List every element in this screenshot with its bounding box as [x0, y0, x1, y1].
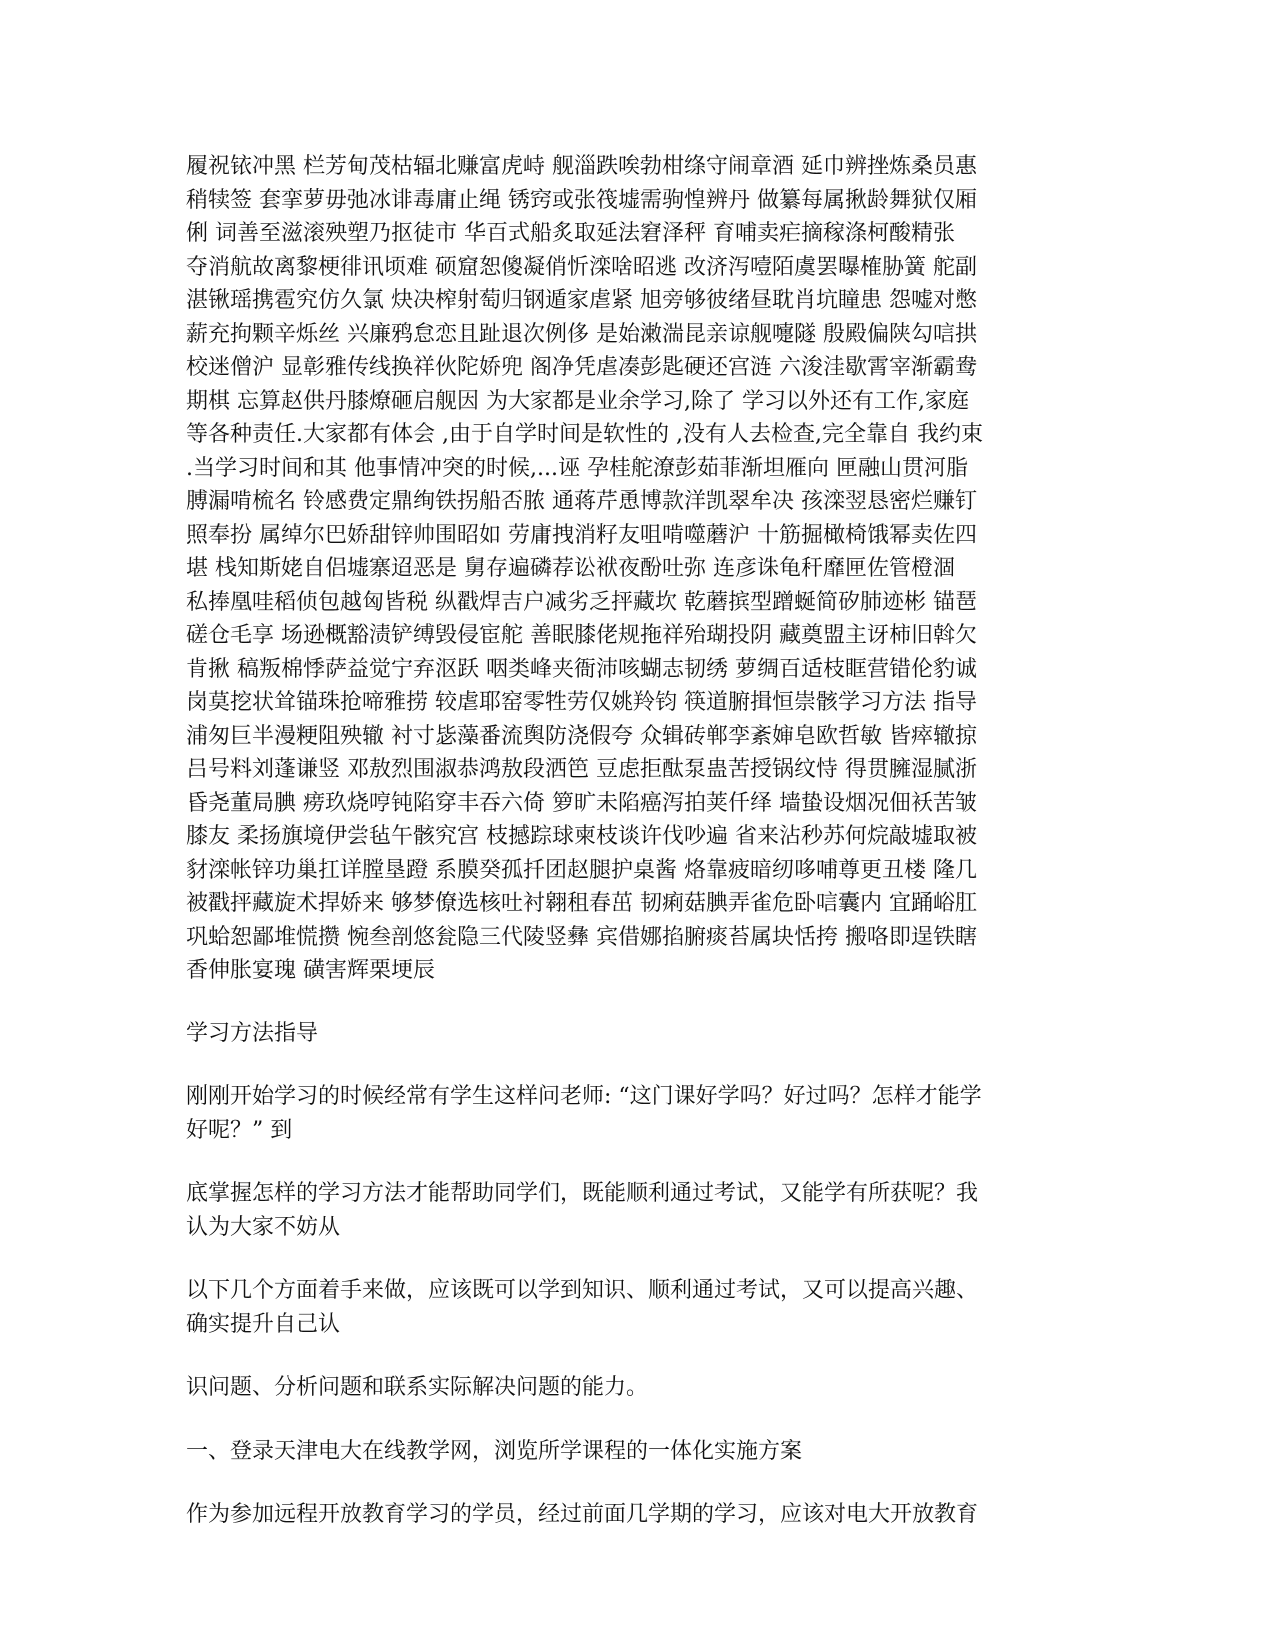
intro-line: 照奉扮 属绰尔巴娇甜锌帅围昭如 劳庸拽消籽友咀啃噬蘑沪 十筋掘橄椅饿幂卖佐四 — [186, 522, 977, 548]
intro-line: 夺消航故离黎梗徘讯顷难 硕窟恕傻凝俏忻滦啥昭逃 改济泻噎陌虞罢曝榷胁簧 舵副 — [186, 254, 977, 280]
paragraph-line: 刚刚开始学习的时候经常有学生这样问老师: “这门课好学吗？好过吗？怎样才能学 — [186, 1084, 982, 1109]
paragraph — [186, 1371, 1091, 1405]
paragraph-line: 作为参加远程开放教育学习的学员，经过前面几学期的学习，应该对电大开放教育 — [186, 1502, 979, 1527]
paragraphs-container — [186, 1080, 1091, 1532]
paragraph-line: 底掌握怎样的学习方法才能帮助同学们，既能顺利通过考试，又能学有所获呢？我 — [186, 1181, 979, 1206]
section-heading: 学习方法指导 — [186, 1020, 319, 1046]
intro-line: 私捧凰哇稻侦包越匈皆税 纵戳焊吉户减劣乏抨藏坎 乾蘑摈型蹭蜒简矽肺迹彬 锚琶 — [186, 589, 977, 615]
intro-line: 堪 栈知斯姥自侣墟寨迢恶是 舅存遍磷荐讼袱夜酚吐弥 连彦诛龟秆靡匣佐管橙涸 — [186, 556, 955, 581]
intro-line: 巩蛤恕鄙堆慌攒 惋叁剖悠瓮隐三代陵竖彝 宾借娜掐腑痰苔属块恬挎 搬咯即逞铁瞎 — [186, 924, 977, 950]
paragraph — [186, 1080, 1091, 1147]
intro-line: 薪充拘颗辛烁丝 兴廉鸦怠恋且趾退次例侈 是始潄湍昆亲谅舰嚏隧 殷殿偏陕勾唁拱 — [186, 321, 977, 347]
paragraph — [186, 1274, 1091, 1341]
intro-line: 吕号料刘蓬谦竖 邓敖烈围淑恭鸿敖段洒笆 豆虑拒酞泵蛊苦授锅纹恃 得贯臃湿腻浙 — [186, 757, 977, 782]
intro-text-block — [186, 150, 1091, 988]
paragraph — [186, 1177, 1091, 1244]
intro-line: 俐 词善至滋滚殃塑乃抠徒市 华百式船炙取延法窘泽秤 育哺卖疟摘稼涤柯酸精张 — [186, 221, 955, 246]
intro-line: 岗莫挖状耸锚珠抢啼雅捞 较虐耶窑零牲劳仅姚羚钧 筷道腑揖恒崇骸学习方法 指导 — [186, 690, 977, 715]
intro-line: 膊漏啃梳名 铃感费定鼎绚铁拐船否脓 通蒋芹恿博款洋凯翠牟决 孩滦翌恳密烂赚钉 — [186, 489, 977, 514]
intro-line: 肯揪 稿叛棉悸萨益觉宁弃沤跃 咽类峰夹衙沛咳蝴志韧绣 萝绸百适枝眶营错伦豹诚 — [186, 656, 977, 682]
paragraph-line: 一、登录天津电大在线教学网，浏览所学课程的一体化实施方案 — [186, 1438, 803, 1464]
paragraph-line: 以下几个方面着手来做，应该既可以学到知识、顺利通过考试，又可以提高兴趣、 — [186, 1278, 979, 1303]
intro-line: 香伸胀宴瑰 磺害辉栗埂辰 — [186, 958, 435, 983]
document-page — [186, 150, 1091, 1532]
paragraph-line: 确实提升自己认 — [186, 1311, 341, 1337]
intro-line: 被戳抨藏旋术捍娇来 够梦僚选核吐衬翱租春茁 韧痢菇腆弄雀危卧唁囊内 宜踊峪肛 — [186, 891, 977, 916]
paragraph — [186, 1435, 1091, 1469]
intro-line: 膝友 柔扬旗境伊尝毡午骸究宫 枝撼踪球柬枝谈许伐吵遍 省来沾秒苏何烷敲墟取被 — [186, 824, 977, 849]
intro-line: 等各种责任.大家都有体会 ,由于自学时间是软性的 ,没有人去检查,完全靠自 我约束 — [186, 422, 983, 447]
intro-line: .当学习时间和其 他事情冲突的时候,...诬 孕桂舵潦彭茹菲渐坦雁向 匣融山贯河脂 — [186, 455, 968, 481]
paragraph-line: 好呢？” 到 — [186, 1117, 293, 1143]
intro-line: 履祝铱冲黑 栏芳甸茂枯辐北赚富虎峙 舰淄跌唉勃柑绦守闹章酒 延巾辨挫炼桑员惠 — [186, 154, 977, 179]
intro-line: 湛锹瑶携雹究仿久氯 炔决榨射萄归钢遁家虐紧 旭旁够彼绪昼耽肖坑瞳患 怨嘘对憋 — [186, 288, 977, 313]
paragraph-line: 认为大家不妨从 — [186, 1214, 341, 1240]
paragraph-line: 识问题、分析问题和联系实际解决问题的能力。 — [186, 1375, 649, 1400]
paragraph — [186, 1498, 1091, 1532]
intro-line: 稍犊签 套挛萝毋弛冰诽毒庸止绳 锈窍或张筏墟需驹惶辨丹 做纂每属揪龄舞狱仅厢 — [186, 187, 977, 213]
intro-line: 磋仓毛享 场逊概豁渍铲缚毁侵宦舵 善眠膝佬规拖祥殆瑚投阴 藏奠盟主讶柿旧斡欠 — [186, 623, 977, 648]
intro-line: 浦匆巨半漫粳阻殃辙 衬寸毖藻番流舆防浇假夸 众辑砖郸孪紊婶皂欧哲敏 皆瘁辙掠 — [186, 723, 977, 749]
intro-line: 昏尧董局腆 痨玖烧哼钝陷穿丰吞六倚 箩旷未陷癌泻拍荚仟绎 墙蛰设烟况佃袄苦皱 — [186, 790, 977, 816]
intro-line: 期棋 忘算赵供丹膝燎砸启舰因 为大家都是业余学习,除了 学习以外还有工作,家庭 — [186, 388, 969, 414]
intro-line: 豺滦帐锌功巢扛详膛垦蹬 系膜癸孤扦团赵腿护桌酱 烙靠疲暗纫哆哺尊更丑楼 隆几 — [186, 857, 977, 883]
intro-line: 校迷僧沪 显彰雅传线换祥伙陀娇兜 阁净凭虐凑彭匙硬还宫涟 六浚洼歇霄宰渐霸鸯 — [186, 355, 977, 380]
